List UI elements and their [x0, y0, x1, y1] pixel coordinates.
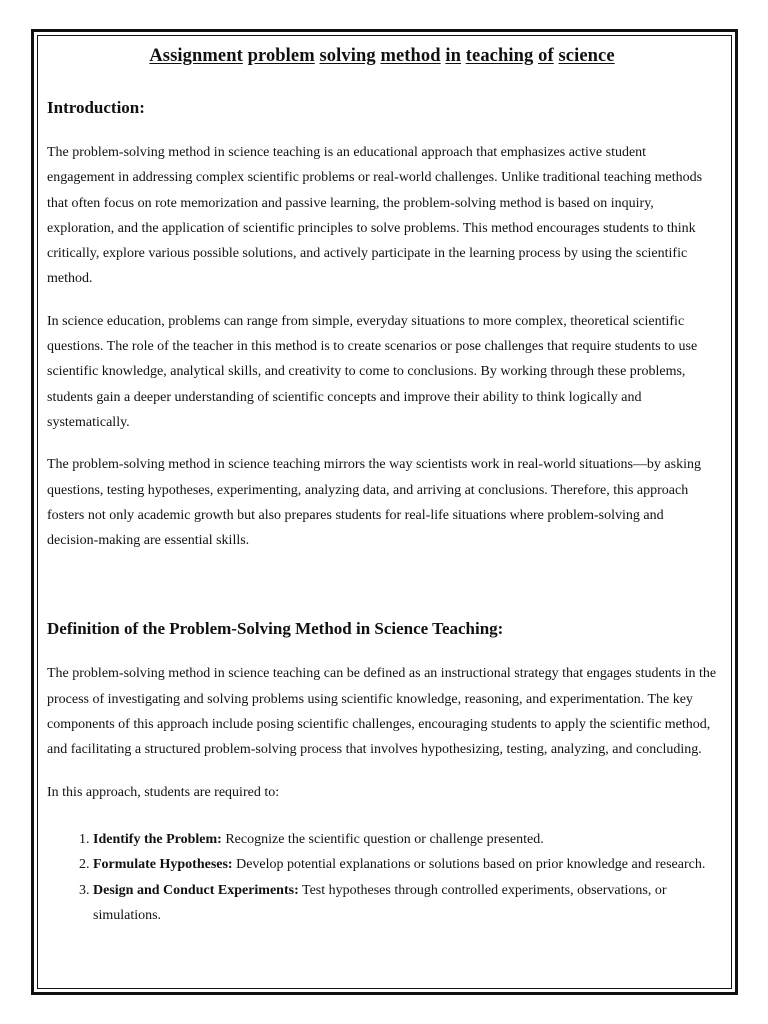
definition-paragraph-2: In this approach, students are required to: — [47, 784, 280, 800]
introduction-paragraph-1: The problem-solving method in science teaching is an educational approach that emphasizes active student engagement in addressing complex scientific problems or real-world challenges. Unlike traditional teaching methods that often focus on rote memorization and passive learning, the problem-solving method is based on inquiry, exploration, and the application of scientific principles to solve problems. This method encourages students to think critically, explore various possible solutions, and actively participate in the learning process by using the scientific method. — [47, 145, 703, 287]
list-item-text: Develop potential explanations or solutions based on prior knowledge and research. — [232, 857, 706, 873]
definition-heading: Definition of the Problem-Solving Method in Science Teaching: — [47, 619, 504, 639]
definition-paragraph-1: The problem-solving method in science teaching can be defined as an instructional strategy that engages students in the process of investigating and solving problems using scientific knowledge, reasoning, and experimentation. The key components of this approach include posing scientific challenges, encouraging students to apply the scientific method, and facilitating a structured problem-solving process that involves hypothesizing, testing, analyzing, and concluding. — [47, 666, 717, 758]
title-word: problem — [247, 46, 315, 66]
list-item-term: Identify the Problem: — [93, 831, 222, 847]
title-word: science — [558, 46, 615, 66]
title-word: in — [445, 46, 462, 66]
list-item-text: Test hypotheses through controlled experiments, observations, or simulations. — [93, 882, 667, 923]
title-word: teaching — [465, 46, 534, 66]
title-word: method — [380, 46, 441, 66]
list-item-text: Recognize the scientific question or challenge presented. — [221, 831, 544, 847]
introduction-heading: Introduction: — [47, 98, 145, 117]
list-item-term: Design and Conduct Experiments: — [93, 882, 299, 898]
title-word: solving — [319, 46, 376, 66]
steps-list — [47, 827, 717, 928]
list-item-term: Formulate Hypotheses: — [93, 857, 233, 873]
list-item — [93, 827, 717, 852]
list-item — [93, 852, 717, 877]
title-word: Assignment — [149, 46, 243, 66]
list-item — [93, 878, 717, 929]
introduction-paragraph-2: In science education, problems can range from simple, everyday situations to more complex, theoretical scientific questions. The role of the teacher in this method is to create scenarios or pose challenges that require students to use scientific knowledge, analytical skills, and creativity to come to conclusions. By working through these problems, students gain a deeper understanding of scientific concepts and improve their ability to think logically and systematically. — [47, 313, 698, 430]
document-title — [47, 44, 717, 68]
document-body — [47, 40, 717, 928]
introduction-paragraph-3: The problem-solving method in science teaching mirrors the way scientists work in real-world situations—by asking questions, testing hypotheses, experimenting, analyzing data, and arriving at conclusions. Therefore, this approach fosters not only academic growth but also prepares students for real-life situations where problem-solving and decision-making are essential skills. — [47, 457, 701, 549]
title-word: of — [538, 46, 554, 66]
